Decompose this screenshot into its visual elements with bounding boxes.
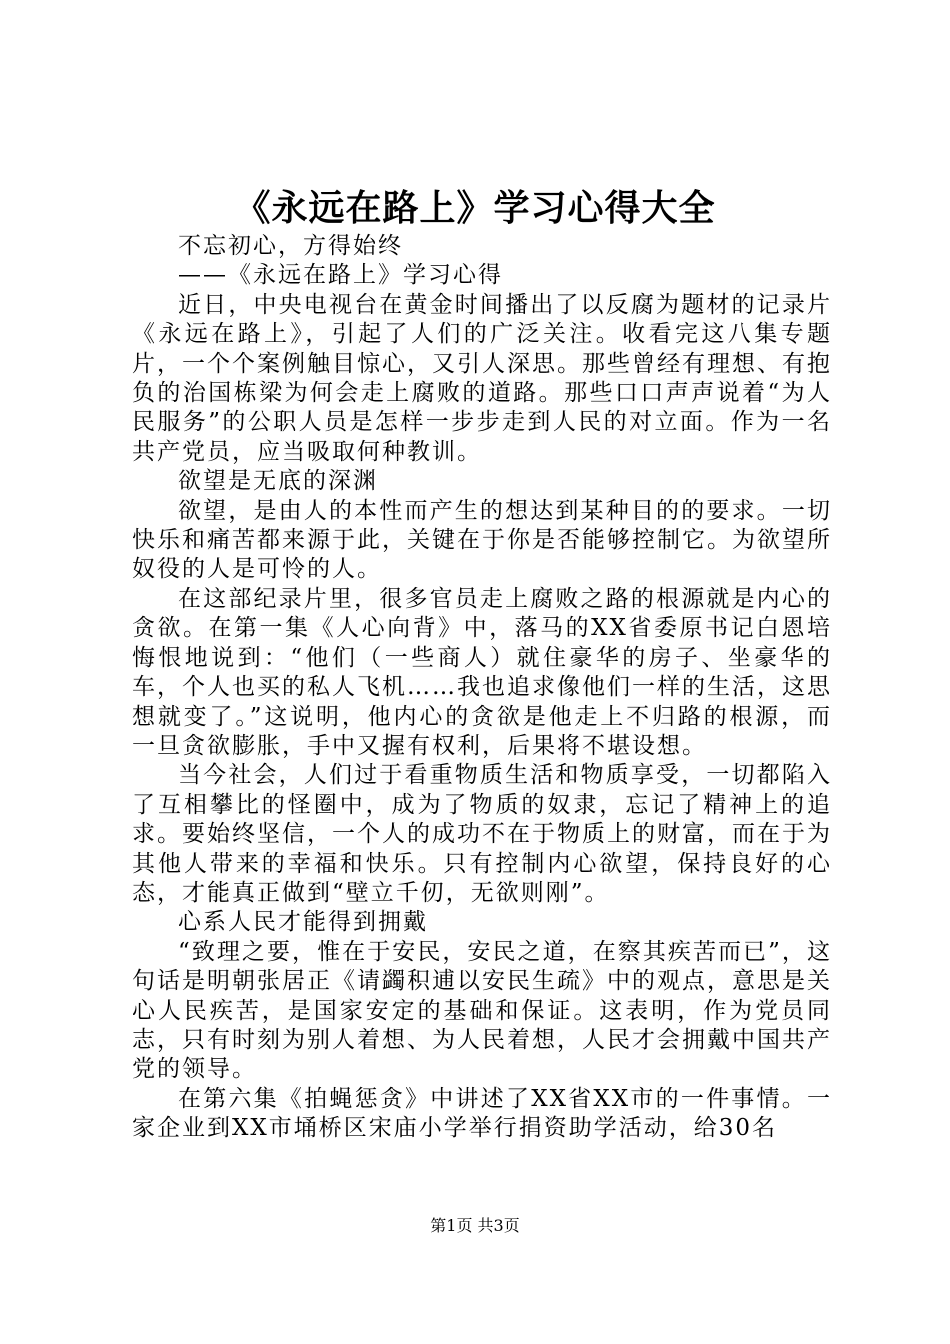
- paragraph-episode-six: 在第六集《拍蝇惩贪》中讲述了XX省XX市的一件事情。一家企业到XX市埇桥区宋庙小学举行捐资助学活动，给30名: [132, 1085, 832, 1142]
- section-heading-desire: 欲望是无底的深渊: [178, 468, 378, 495]
- paragraph-quote-zhang: “致理之要，惟在于安民，安民之道，在察其疾苦而已”，这句话是明朝张居正《请蠲积逋以安民生疏》中的观点，意思是关心人民疾苦，是国家安定的基础和保证。这表明，作为党员同志，只有时刻为别人着想、为人民着想，人民才会拥戴中国共产党的领导。: [132, 938, 832, 1083]
- paragraph-desire-definition: 欲望，是由人的本性而产生的想达到某种目的的要求。一切快乐和痛苦都来源于此，关键在于你是否能够控制它。为欲望所奴役的人是可怜的人。: [132, 497, 832, 583]
- paragraph-documentary-example: 在这部纪录片里，很多官员走上腐败之路的根源就是内心的贪欲。在第一集《人心向背》中，落马的XX省委原书记白恩培悔恨地说到：“他们（一些商人）就住豪华的房子、坐豪华的车，个人也买的私人飞机……我也追求像他们一样的生活，这思想就变了。”这说明，他内心的贪欲是他走上不归路的根源，而一旦贪欲膨胀，手中又握有权利，后果将不堪设想。: [132, 585, 832, 759]
- paragraph-modern-society: 当今社会，人们过于看重物质生活和物质享受，一切都陷入了互相攀比的怪圈中，成为了物质的奴隶，忘记了精神上的追求。要始终坚信，一个人的成功不在于物质上的财富，而在于为其他人带来的幸福和快乐。只有控制内心欲望，保持良好的心态，才能真正做到“壁立千仞，无欲则刚”。: [132, 762, 832, 906]
- subtitle-byline: ——《永远在路上》学习心得: [178, 262, 503, 289]
- page-footer: 第1页 共3页: [430, 1216, 520, 1235]
- document-title: 《永远在路上》学习心得大全: [234, 187, 716, 229]
- section-heading-people: 心系人民才能得到拥戴: [178, 909, 428, 936]
- subtitle-line: 不忘初心，方得始终: [178, 233, 403, 259]
- paragraph-intro: 近日，中央电视台在黄金时间播出了以反腐为题材的记录片《永远在路上》，引起了人们的广泛关注。收看完这八集专题片，一个个案例触目惊心，又引人深思。那些曾经有理想、有抱负的治国栋梁为何会走上腐败的道路。那些口口声声说着“为人民服务”的公职人员是怎样一步步走到人民的对立面。作为一名共产党员，应当吸取何种教训。: [132, 291, 832, 465]
- document-body: [132, 232, 832, 1144]
